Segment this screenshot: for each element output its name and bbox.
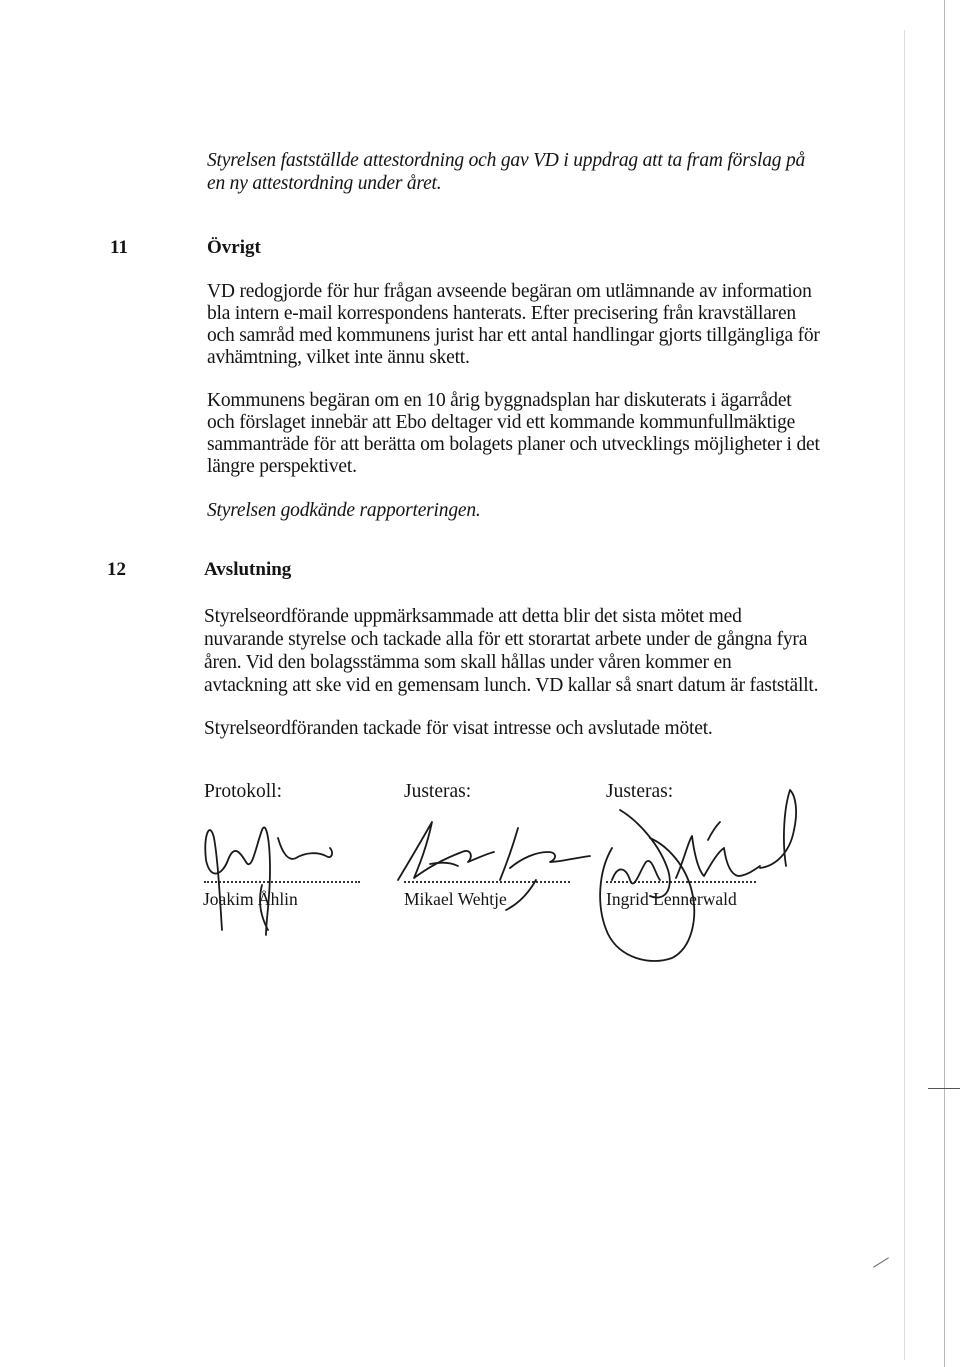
- signature-name-1: Joakim Åhlin: [203, 889, 298, 909]
- section-11-p1-line-4: avhämtning, vilket inte ännu skett.: [207, 347, 470, 368]
- section-11-p1-line-1: VD redogjorde för hur frågan avseende begäran om utlämnande av information: [207, 281, 812, 302]
- signature-label-justeras-2: Justeras:: [606, 781, 674, 802]
- section-12-p1-line-4: avtackning att ske vid en gemensam lunch. VD kallar så snart datum är fastställt.: [204, 675, 819, 696]
- section-11-p2-line-4: längre perspektivet.: [207, 456, 357, 477]
- section-12-p1-line-3: åren. Vid den bolagsstämma som skall hållas under våren kommer en: [204, 652, 732, 673]
- signature-label-protokoll: Protokoll:: [204, 781, 283, 802]
- section-12-p1-line-1: Styrelseordförande uppmärksammade att detta blir det sista mötet med: [204, 606, 742, 627]
- section-11-p2-line-1: Kommunens begäran om en 10 årig byggnadsplan har diskuterats i ägarrådet: [207, 390, 792, 411]
- signature-stroke-2d-icon: [506, 880, 536, 910]
- signature-name-2: Mikael Wehtje: [404, 889, 507, 909]
- section-12-number: 12: [107, 559, 126, 580]
- signature-stroke-3c-icon: [612, 861, 660, 884]
- section-11-p2-line-3: sammanträde för att berätta om bolagets planer och utvecklings möjligheter i det: [207, 434, 820, 455]
- signature-stroke-1b-icon: [278, 838, 332, 859]
- signature-stroke-3e-icon: [760, 790, 796, 868]
- section-11-title: Övrigt: [207, 237, 261, 258]
- signature-stroke-2a-icon: [398, 822, 494, 880]
- signature-stroke-3f-icon: [708, 822, 720, 840]
- section-12-p2: Styrelseordföranden tackade för visat intresse och avslutade mötet.: [204, 718, 713, 739]
- section-11-number: 11: [110, 237, 128, 258]
- opening-decision-line-1: Styrelsen fastställde attestordning och gav VD i uppdrag att ta fram förslag på: [207, 150, 806, 171]
- signature-stroke-1a-icon: [205, 827, 270, 935]
- signature-stroke-3b-icon: [620, 810, 670, 898]
- signature-label-justeras-1: Justeras:: [404, 781, 472, 802]
- section-11-decision: Styrelsen godkände rapporteringen.: [207, 500, 481, 521]
- signature-stroke-2b-icon: [500, 828, 590, 880]
- section-11-p1-line-2: bla intern e-mail korrespondens hanterats. Efter precisering från kravställaren: [207, 303, 796, 324]
- section-11-p2-line-2: och förslaget innebär att Ebo deltager vid ett kommande kommunfullmäktige: [207, 412, 796, 433]
- signature-stroke-3d-icon: [676, 836, 760, 878]
- section-12-title: Avslutning: [204, 559, 292, 580]
- section-11-p1-line-3: och samråd med kommunens jurist har ett antal handlingar gjorts tillgängliga för: [207, 325, 820, 346]
- section-12-p1-line-2: nuvarande styrelse och tackade alla för ett storartat arbete under de gångna fyra: [204, 629, 808, 650]
- signature-name-3: Ingrid Lennerwald: [606, 889, 737, 909]
- signature-stroke-3a-icon: [600, 838, 694, 961]
- opening-decision-line-2: en ny attestordning under året.: [207, 173, 442, 194]
